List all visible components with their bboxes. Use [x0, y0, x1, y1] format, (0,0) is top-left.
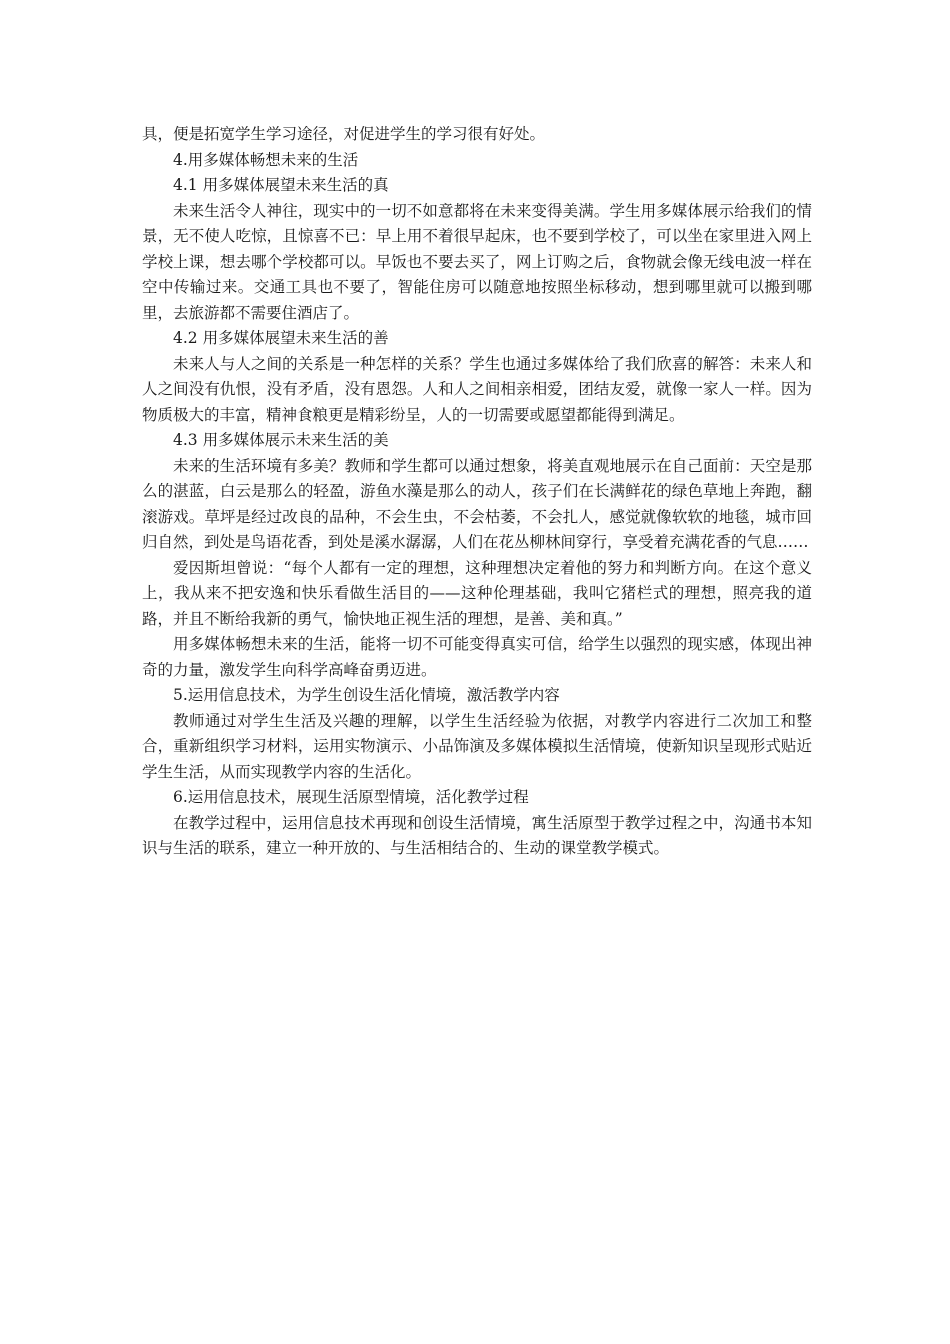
section-heading-6: 6.运用信息技术，展现生活原型情境，活化教学过程	[173, 788, 529, 806]
subsection-heading-4-3: 4.3 用多媒体展示未来生活的美	[173, 431, 389, 449]
document-body	[142, 122, 812, 862]
section-heading-5: 5.运用信息技术，为学生创设生活化情境，激活教学内容	[173, 686, 560, 704]
paragraph-multimedia-summary: 用多媒体畅想未来的生活，能将一切不可能变得真实可信，给学生以强烈的现实感，体现出神奇的力量，激发学生向科学高峰奋勇迈进。	[142, 635, 812, 679]
paragraph-section-6: 在教学过程中，运用信息技术再现和创设生活情境，寓生活原型于教学过程之中，沟通书本知识与生活的联系，建立一种开放的、与生活相结合的、生动的课堂教学模式。	[142, 813, 812, 857]
paragraph-future-beauty: 未来的生活环境有多美？教师和学生都可以通过想象，将美直观地展示在自己面前：天空是那么的湛蓝，白云是那么的轻盈，游鱼水藻是那么的动人，孩子们在长满鲜花的绿色草地上奔跑，翻滚游戏。草坪是经过改良的品种，不会生虫，不会枯萎，不会扎人，感觉就像软软的地毯，城市回归自然，到处是鸟语花香，到处是溪水潺潺，人们在花丛柳林间穿行，享受着充满花香的气息……	[142, 456, 812, 551]
subsection-heading-4-1: 4.1 用多媒体展望未来生活的真	[173, 176, 389, 194]
subsection-heading-4-2: 4.2 用多媒体展望未来生活的善	[173, 329, 389, 347]
paragraph-future-goodness: 未来人与人之间的关系是一种怎样的关系？学生也通过多媒体给了我们欣喜的解答：未来人和人之间没有仇恨，没有矛盾，没有恩怨。人和人之间相亲相爱，团结友爱，就像一家人一样。因为物质极大的丰富，精神食粮更是精彩纷呈，人的一切需要或愿望都能得到满足。	[142, 354, 812, 424]
paragraph-future-truth: 未来生活令人神往，现实中的一切不如意都将在未来变得美满。学生用多媒体展示给我们的情景，无不使人吃惊，且惊喜不已：早上用不着很早起床，也不要到学校了，可以坐在家里进入网上学校上课，想去哪个学校都可以。早饭也不要去买了，网上订购之后，食物就会像无线电波一样在空中传输过来。交通工具也不要了，智能住房可以随意地按照坐标移动，想到哪里就可以搬到哪里，去旅游都不需要住酒店了。	[142, 201, 812, 322]
paragraph-continuation: 具，便是拓宽学生学习途径，对促进学生的学习很有好处。	[142, 125, 546, 143]
section-heading-4: 4.用多媒体畅想未来的生活	[173, 150, 359, 169]
paragraph-einstein-quote: 爱因斯坦曾说：“每个人都有一定的理想，这种理想决定着他的努力和判断方向。在这个意义上，我从来不把安逸和快乐看做生活目的——这种伦理基础，我叫它猪栏式的理想，照亮我的道路，并且不断给我新的勇气，愉快地正视生活的理想，是善、美和真。”	[142, 558, 812, 628]
paragraph-section-5: 教师通过对学生生活及兴趣的理解，以学生生活经验为依据，对教学内容进行二次加工和整合，重新组织学习材料，运用实物演示、小品饰演及多媒体模拟生活情境，使新知识呈现形式贴近学生生活，从而实现教学内容的生活化。	[142, 711, 812, 781]
